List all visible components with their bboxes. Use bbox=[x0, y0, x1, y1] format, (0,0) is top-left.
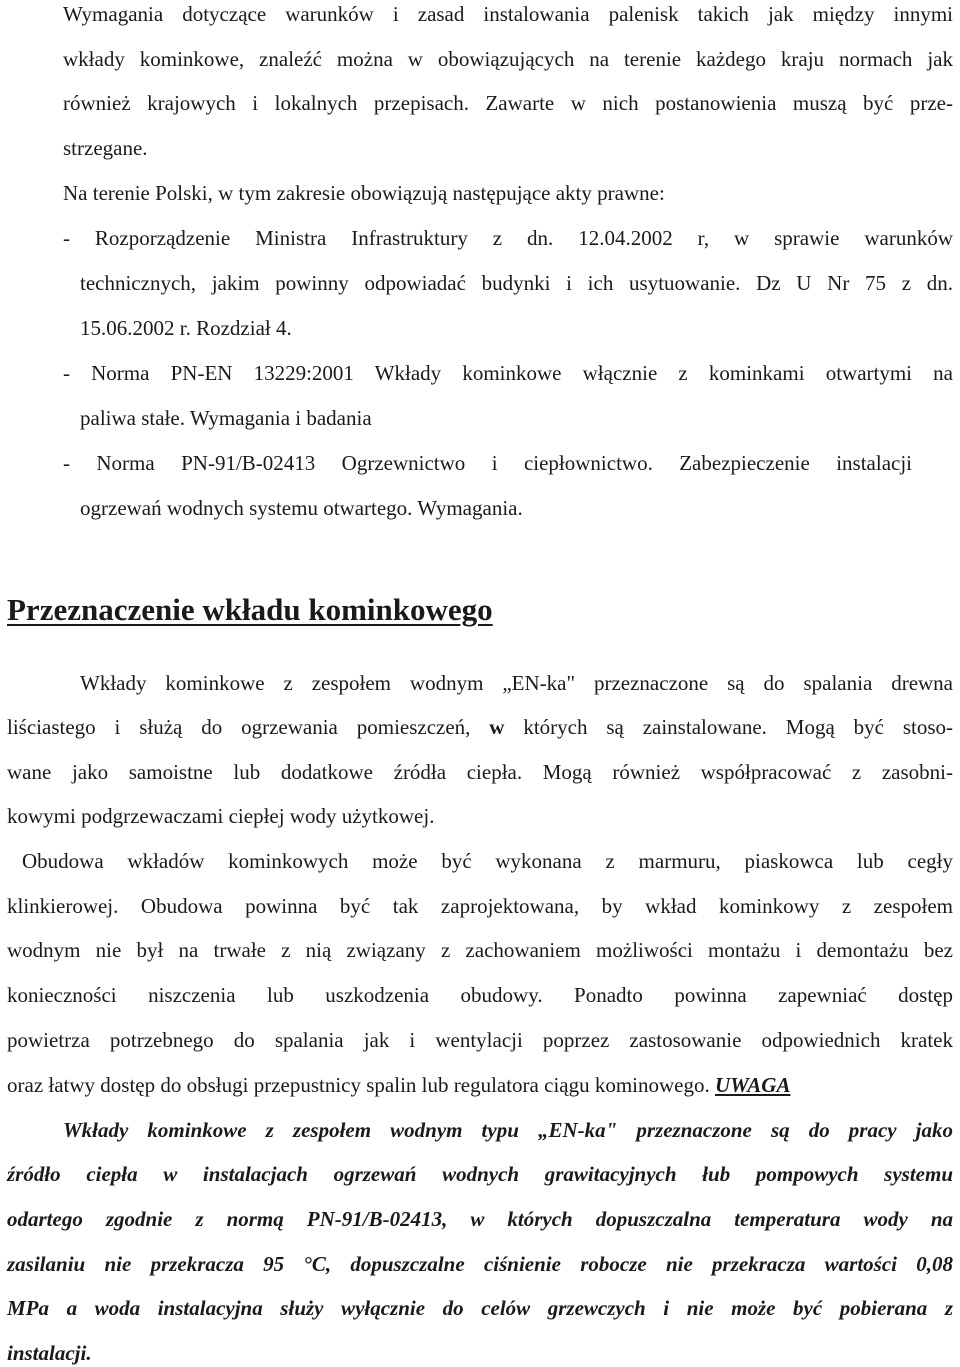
warning-line-6: instalacji. bbox=[7, 1341, 92, 1365]
para2-line-1: Obudowa wkładów kominkowych może być wykonana z marmuru, piaskowca lub cegły bbox=[22, 849, 953, 873]
regulation-1-line-1: - Rozporządzenie Ministra Infrastruktury z dn. 12.04.2002 r, w sprawie warunków bbox=[63, 226, 953, 250]
regulation-1-line-3: 15.06.2002 r. Rozdział 4. bbox=[80, 316, 292, 340]
warning-line-1: Wkłady kominkowe z zespołem wodnym typu „EN-ka" przeznaczone są do pracy jako bbox=[63, 1118, 953, 1142]
para1-line-2-c: których są zainstalowane. Mogą być stoso- bbox=[504, 715, 953, 739]
para1-line-4: kowymi podgrzewaczami ciepłej wody użytkowej. bbox=[7, 804, 435, 828]
regulation-1-line-2: technicznych, jakim powinny odpowiadać budynki i ich usytuowanie. Dz U Nr 75 z dn. bbox=[80, 271, 953, 295]
intro-line-5: Na terenie Polski, w tym zakresie obowiązują następujące akty prawne: bbox=[63, 181, 665, 205]
para2-line-4: konieczności niszczenia lub uszkodzenia obudowy. Ponadto powinna zapewniać dostęp bbox=[7, 983, 953, 1007]
warning-line-4: zasilaniu nie przekracza 95 °C, dopuszczalne ciśnienie robocze nie przekracza wartości 0,08 bbox=[7, 1252, 953, 1276]
intro-line-3: również krajowych i lokalnych przepisach. Zawarte w nich postanowienia muszą być prze- bbox=[63, 91, 953, 115]
para1-line-3: wane jako samoistne lub dodatkowe źródła ciepła. Mogą również współpracować z zasobni- bbox=[7, 760, 953, 784]
intro-line-1: Wymagania dotyczące warunków i zasad instalowania palenisk takich jak między innymi bbox=[63, 2, 953, 26]
para1-line-2-bold-w: w bbox=[489, 715, 505, 739]
warning-line-2: źródło ciepła w instalacjach ogrzewań wodnych grawitacyjnych łub pompowych systemu bbox=[7, 1162, 953, 1186]
regulation-3-line-1: - Norma PN-91/B-02413 Ogrzewnictwo i ciepłownictwo. Zabezpieczenie instalacji bbox=[63, 451, 912, 475]
regulation-3-line-2: ogrzewań wodnych systemu otwartego. Wymagania. bbox=[80, 496, 523, 520]
para2-line-6-text: oraz łatwy dostęp do obsługi przepustnicy spalin lub regulatora ciągu kominowego. bbox=[7, 1073, 716, 1097]
para2-line-3: wodnym nie był na trwałe z nią związany z zachowaniem możliwości montażu i demontażu bez bbox=[7, 938, 953, 962]
intro-line-4: strzegane. bbox=[63, 136, 148, 160]
para2-line-6 bbox=[7, 1075, 790, 1096]
para2-line-2: klinkierowej. Obudowa powinna być tak zaprojektowana, by wkład kominkowy z zespołem bbox=[7, 894, 953, 918]
para1-line-1: Wkłady kominkowe z zespołem wodnym „EN-ka" przeznaczone są do spalania drewna bbox=[80, 671, 953, 695]
section-title: Przeznaczenie wkładu kominkowego bbox=[7, 592, 493, 627]
uwaga-label: UWAGA bbox=[715, 1073, 791, 1097]
para2-line-5: powietrza potrzebnego do spalania jak i wentylacji poprzez zastosowanie odpowiednich kratek bbox=[7, 1028, 953, 1052]
regulation-2-line-1: - Norma PN-EN 13229:2001 Wkłady kominkowe włącznie z kominkami otwartymi na bbox=[63, 361, 953, 385]
intro-line-2: wkłady kominkowe, znaleźć można w obowiązujących na terenie każdego kraju normach jak bbox=[63, 47, 953, 71]
para1-line-2 bbox=[7, 717, 953, 738]
regulation-2-line-2: paliwa stałe. Wymagania i badania bbox=[80, 406, 372, 430]
warning-line-5: MPa a woda instalacyjna służy wyłącznie do celów grzewczych i nie może być pobierana z bbox=[7, 1296, 953, 1320]
para1-line-2-a: liściastego i służą do ogrzewania pomieszczeń, bbox=[7, 715, 490, 739]
warning-line-3: odartego zgodnie z normą PN-91/B-02413, w których dopuszczalna temperatura wody na bbox=[7, 1207, 953, 1231]
